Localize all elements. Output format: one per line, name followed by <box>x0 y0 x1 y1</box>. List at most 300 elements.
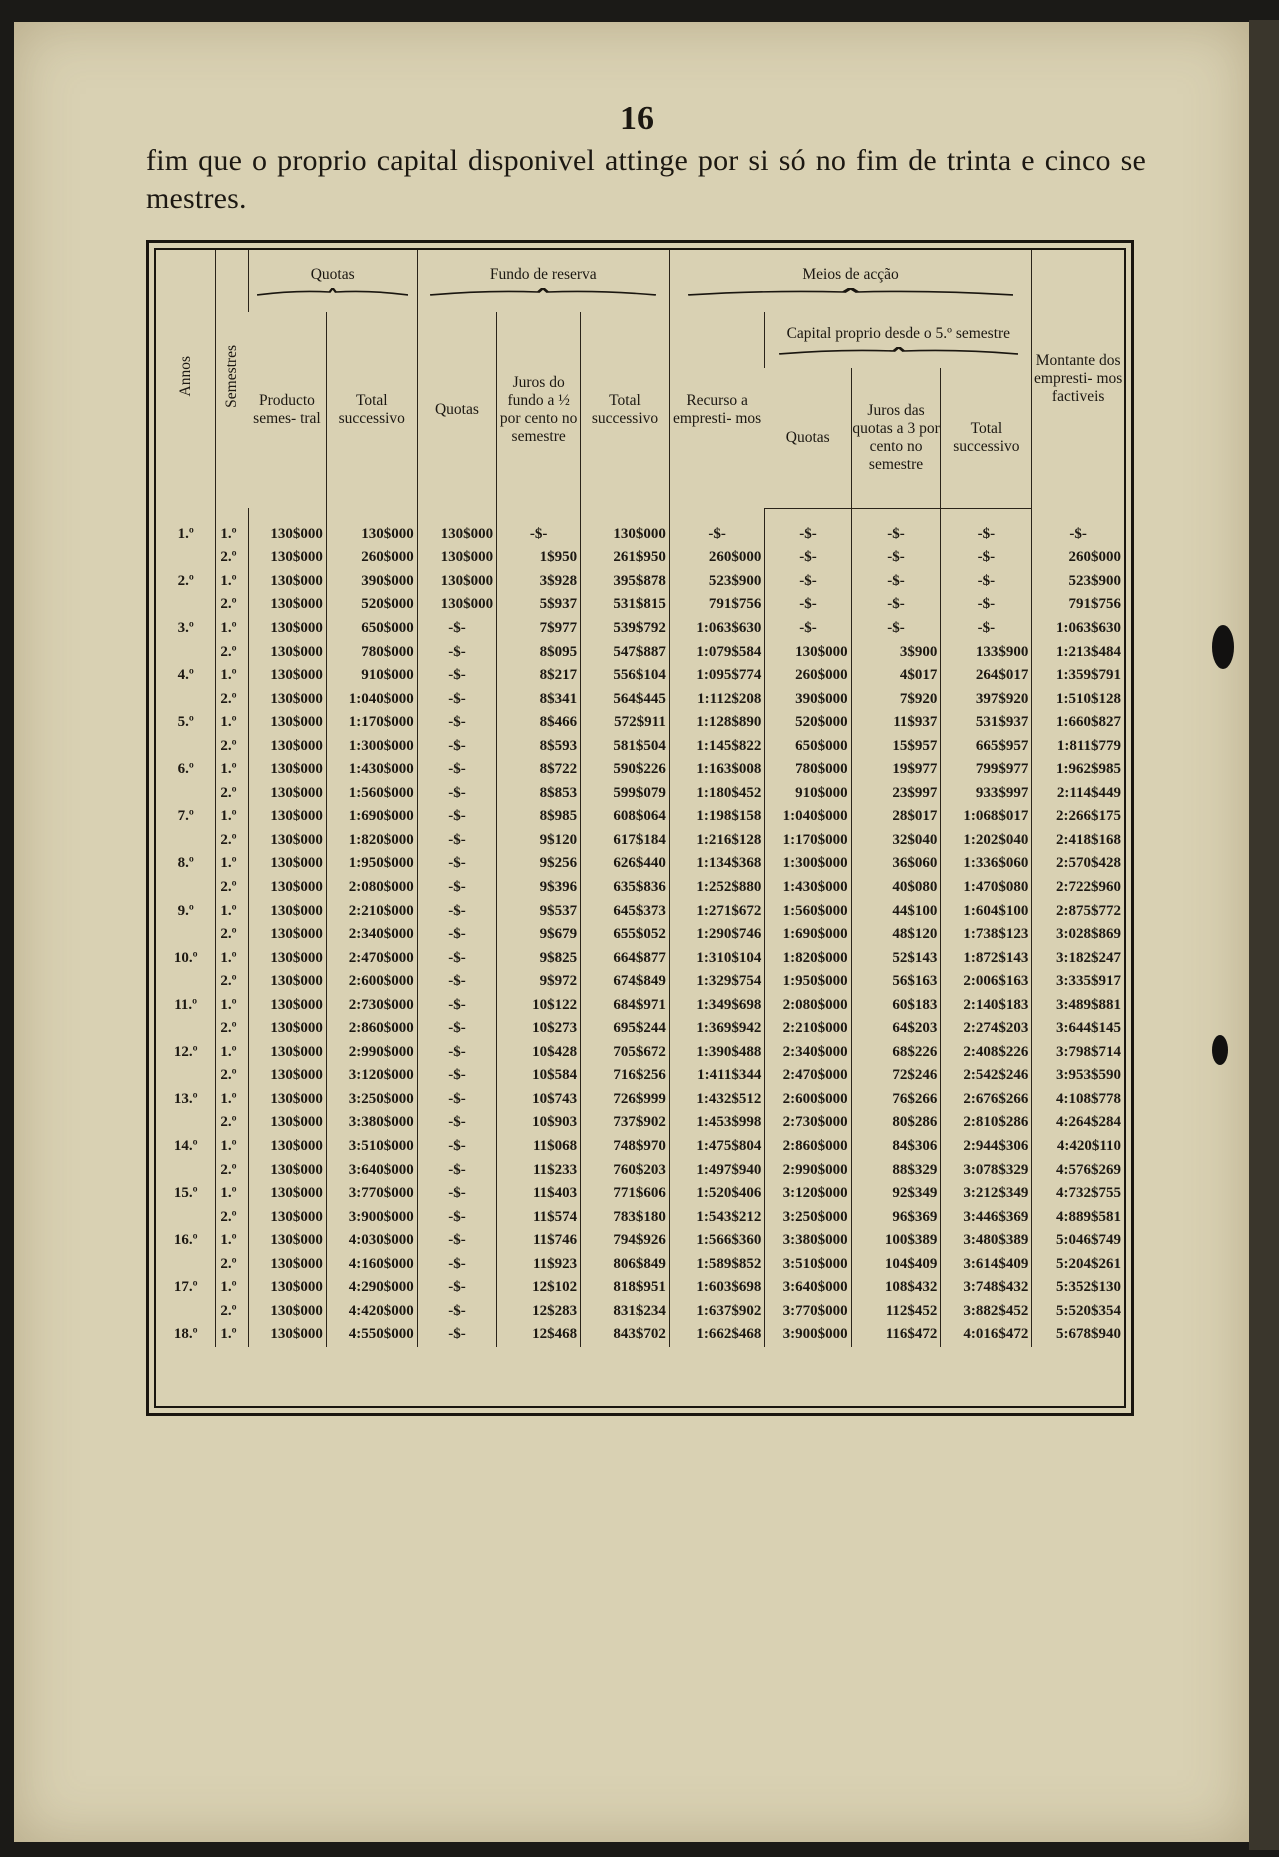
cell-rec: 260$000 <box>669 546 765 570</box>
cell-prod: 130$000 <box>248 852 326 876</box>
cell-prod: 130$000 <box>248 946 326 970</box>
cell-cj: 44$100 <box>851 899 941 923</box>
data-table-frame <box>146 240 1134 1416</box>
cell-year: 10.º <box>173 949 198 966</box>
cell-cq: 390$000 <box>765 687 851 711</box>
cell-fq: -$- <box>417 1323 496 1347</box>
table-row <box>156 711 1124 735</box>
cell-fq: -$- <box>417 617 496 641</box>
cell-prod: 130$000 <box>248 1041 326 1065</box>
table-row <box>156 1252 1124 1276</box>
cell-cj: 4$017 <box>851 664 941 688</box>
cell-fq: 130$000 <box>417 593 496 617</box>
cell-mont: 5:204$261 <box>1032 1252 1124 1276</box>
cell-ft: 783$180 <box>581 1205 670 1229</box>
cell-fj: -$- <box>497 523 581 547</box>
cell-rec: 1:603$698 <box>669 1276 765 1300</box>
cell-fj: 8$722 <box>497 758 581 782</box>
cell-rec: 1:432$512 <box>669 1088 765 1112</box>
cell-sem: 2.º <box>216 1111 248 1135</box>
cell-rec: 1:163$008 <box>669 758 765 782</box>
cell-prod: 130$000 <box>248 899 326 923</box>
cell-year <box>156 1252 216 1276</box>
cell-ct: 3:614$409 <box>941 1252 1032 1276</box>
cell-cq: 780$000 <box>765 758 851 782</box>
cell-cj: 28$017 <box>851 805 941 829</box>
cell-ct: 4:016$472 <box>941 1323 1032 1347</box>
cell-fj: 1$950 <box>497 546 581 570</box>
cell-cj: 52$143 <box>851 946 941 970</box>
cell-cj: 19$977 <box>851 758 941 782</box>
table-row <box>156 1158 1124 1182</box>
cell-prod: 130$000 <box>248 923 326 947</box>
cell-year <box>156 876 216 900</box>
cell-rec: 1:329$754 <box>669 970 765 994</box>
table-row <box>156 782 1124 806</box>
cell-cq: 130$000 <box>765 640 851 664</box>
cell-fj: 10$903 <box>497 1111 581 1135</box>
cell-prod: 130$000 <box>248 617 326 641</box>
cell-year <box>156 782 216 806</box>
cell-cq: 1:300$000 <box>765 852 851 876</box>
cell-year: 14.º <box>173 1137 198 1154</box>
cell-mont: 1:063$630 <box>1032 617 1124 641</box>
cell-fj: 11$574 <box>497 1205 581 1229</box>
cell-year <box>156 1111 216 1135</box>
cell-tot: 4:030$000 <box>326 1229 417 1253</box>
cell-mont: 4:576$269 <box>1032 1158 1124 1182</box>
table-row <box>156 899 1124 923</box>
cell-ct: 665$957 <box>941 734 1032 758</box>
cell-rec: 1:063$630 <box>669 617 765 641</box>
table-row <box>156 687 1124 711</box>
cell-mont: 1:962$985 <box>1032 758 1124 782</box>
cell-fj: 11$923 <box>497 1252 581 1276</box>
cell-fq: -$- <box>417 1182 496 1206</box>
table-row <box>156 1064 1124 1088</box>
cell-rec: 1:662$468 <box>669 1323 765 1347</box>
cell-prod: 130$000 <box>248 876 326 900</box>
cell-ct: 3:212$349 <box>941 1182 1032 1206</box>
cell-fj: 10$428 <box>497 1041 581 1065</box>
cell-prod: 130$000 <box>248 523 326 547</box>
header-annos: Annos <box>176 356 194 397</box>
cell-cq: 1:820$000 <box>765 946 851 970</box>
cell-cq: -$- <box>765 546 851 570</box>
cell-prod: 130$000 <box>248 687 326 711</box>
cell-cj: 60$183 <box>851 993 941 1017</box>
cell-year: 5.º <box>177 714 194 731</box>
cell-mont: 4:108$778 <box>1032 1088 1124 1112</box>
cell-rec: 1:198$158 <box>669 805 765 829</box>
cell-fj: 12$283 <box>497 1300 581 1324</box>
cell-mont: 3:644$145 <box>1032 1017 1124 1041</box>
cell-rec: 1:128$890 <box>669 711 765 735</box>
cell-rec: 791$756 <box>669 593 765 617</box>
table-row <box>156 852 1124 876</box>
cell-ft: 716$256 <box>581 1064 670 1088</box>
cell-ft: 547$887 <box>581 640 670 664</box>
cell-ft: 705$672 <box>581 1041 670 1065</box>
cell-fj: 9$972 <box>497 970 581 994</box>
cell-tot: 3:380$000 <box>326 1111 417 1135</box>
cell-year: 12.º <box>173 1043 198 1060</box>
cell-mont: 523$900 <box>1032 570 1124 594</box>
table-body <box>156 508 1124 1347</box>
cell-rec: 1:566$360 <box>669 1229 765 1253</box>
cell-fj: 8$593 <box>497 734 581 758</box>
cell-sem: 1.º <box>216 570 248 594</box>
cell-tot: 3:250$000 <box>326 1088 417 1112</box>
cell-ft: 572$911 <box>581 711 670 735</box>
cell-cj: 48$120 <box>851 923 941 947</box>
table-row <box>156 1205 1124 1229</box>
cell-fj: 10$122 <box>497 993 581 1017</box>
cell-year: 11.º <box>174 996 198 1013</box>
cell-sem: 1.º <box>216 993 248 1017</box>
cell-prod: 130$000 <box>248 1135 326 1159</box>
cell-tot: 2:990$000 <box>326 1041 417 1065</box>
cell-cq: 1:430$000 <box>765 876 851 900</box>
header-fundo-quotas: Quotas <box>417 312 496 508</box>
cell-tot: 2:210$000 <box>326 899 417 923</box>
cell-prod: 130$000 <box>248 1158 326 1182</box>
cell-fq: -$- <box>417 946 496 970</box>
cell-prod: 130$000 <box>248 993 326 1017</box>
cell-rec: 1:180$452 <box>669 782 765 806</box>
table-row <box>156 1229 1124 1253</box>
cell-cj: 100$389 <box>851 1229 941 1253</box>
cell-cj: 3$900 <box>851 640 941 664</box>
header-juros-quotas: Juros das quotas a 3 por cento no semestre <box>851 368 941 508</box>
cell-ct: -$- <box>941 570 1032 594</box>
header-semestres: Semestres <box>216 250 248 508</box>
table-row <box>156 876 1124 900</box>
cell-ft: 760$203 <box>581 1158 670 1182</box>
cell-cj: 96$369 <box>851 1205 941 1229</box>
cell-tot: 2:080$000 <box>326 876 417 900</box>
cell-ft: 556$104 <box>581 664 670 688</box>
table-row <box>156 640 1124 664</box>
cell-cj: 11$937 <box>851 711 941 735</box>
cell-fq: 130$000 <box>417 570 496 594</box>
cell-prod: 130$000 <box>248 546 326 570</box>
cell-ct: 933$997 <box>941 782 1032 806</box>
cell-ft: 748$970 <box>581 1135 670 1159</box>
cell-fq: -$- <box>417 687 496 711</box>
cell-year: 2.º <box>177 572 194 589</box>
cell-cj: 68$226 <box>851 1041 941 1065</box>
cell-mont: 4:889$581 <box>1032 1205 1124 1229</box>
cell-fj: 5$937 <box>497 593 581 617</box>
cell-mont: 2:114$449 <box>1032 782 1124 806</box>
cell-ct: 3:446$369 <box>941 1205 1032 1229</box>
cell-year <box>156 923 216 947</box>
cell-mont: 2:570$428 <box>1032 852 1124 876</box>
cell-fj: 10$743 <box>497 1088 581 1112</box>
cell-cq: 1:950$000 <box>765 970 851 994</box>
cell-mont: 4:264$284 <box>1032 1111 1124 1135</box>
header-meios-group: Meios de acção <box>669 250 1032 312</box>
table-row <box>156 829 1124 853</box>
cell-ct: 3:480$389 <box>941 1229 1032 1253</box>
cell-cq: 910$000 <box>765 782 851 806</box>
cell-ft: 130$000 <box>581 523 670 547</box>
cell-sem: 1.º <box>216 664 248 688</box>
cell-sem: 2.º <box>216 970 248 994</box>
cell-fj: 9$679 <box>497 923 581 947</box>
cell-year: 18.º <box>173 1326 198 1343</box>
cell-sem: 2.º <box>216 640 248 664</box>
cell-fq: 130$000 <box>417 546 496 570</box>
cell-sem: 2.º <box>216 593 248 617</box>
header-capital-quotas: Quotas <box>765 368 851 508</box>
cell-mont: 3:182$247 <box>1032 946 1124 970</box>
cell-tot: 2:340$000 <box>326 923 417 947</box>
cell-cq: 3:380$000 <box>765 1229 851 1253</box>
cell-ft: 599$079 <box>581 782 670 806</box>
cell-cj: 36$060 <box>851 852 941 876</box>
cell-tot: 260$000 <box>326 546 417 570</box>
cell-cq: -$- <box>765 617 851 641</box>
cell-fj: 10$584 <box>497 1064 581 1088</box>
cell-ct: 1:336$060 <box>941 852 1032 876</box>
table-row <box>156 1041 1124 1065</box>
cell-cq: 2:990$000 <box>765 1158 851 1182</box>
cell-mont: 5:678$940 <box>1032 1323 1124 1347</box>
header-fundo-group: Fundo de reserva <box>417 250 669 312</box>
cell-cq: -$- <box>765 523 851 547</box>
cell-cj: 40$080 <box>851 876 941 900</box>
cell-rec: 1:252$880 <box>669 876 765 900</box>
cell-tot: 1:170$000 <box>326 711 417 735</box>
cell-fj: 9$396 <box>497 876 581 900</box>
cell-ct: 2:810$286 <box>941 1111 1032 1135</box>
cell-ft: 261$950 <box>581 546 670 570</box>
cell-sem: 2.º <box>216 923 248 947</box>
cell-tot: 4:550$000 <box>326 1323 417 1347</box>
cell-prod: 130$000 <box>248 1111 326 1135</box>
cell-tot: 1:300$000 <box>326 734 417 758</box>
cell-fj: 9$120 <box>497 829 581 853</box>
cell-rec: 1:349$698 <box>669 993 765 1017</box>
cell-mont: 260$000 <box>1032 546 1124 570</box>
cell-ct: 2:408$226 <box>941 1041 1032 1065</box>
cell-cj: 64$203 <box>851 1017 941 1041</box>
cell-mont: 3:489$881 <box>1032 993 1124 1017</box>
table-row <box>156 1276 1124 1300</box>
cell-ft: 531$815 <box>581 593 670 617</box>
cell-ft: 726$999 <box>581 1088 670 1112</box>
cell-mont: 1:811$779 <box>1032 734 1124 758</box>
cell-ct: 531$937 <box>941 711 1032 735</box>
cell-rec: 1:095$774 <box>669 664 765 688</box>
cell-rec: 523$900 <box>669 570 765 594</box>
cell-cj: 80$286 <box>851 1111 941 1135</box>
cell-cq: 2:080$000 <box>765 993 851 1017</box>
cell-sem: 1.º <box>216 852 248 876</box>
cell-tot: 4:290$000 <box>326 1276 417 1300</box>
cell-fq: -$- <box>417 1252 496 1276</box>
cell-tot: 3:120$000 <box>326 1064 417 1088</box>
cell-ct: 1:470$080 <box>941 876 1032 900</box>
cell-fj: 11$233 <box>497 1158 581 1182</box>
cell-cq: 1:560$000 <box>765 899 851 923</box>
cell-rec: 1:475$804 <box>669 1135 765 1159</box>
cell-cq: 2:340$000 <box>765 1041 851 1065</box>
cell-cq: 1:040$000 <box>765 805 851 829</box>
cell-prod: 130$000 <box>248 1064 326 1088</box>
cell-year <box>156 546 216 570</box>
cell-mont: 2:722$960 <box>1032 876 1124 900</box>
cell-sem: 1.º <box>216 1323 248 1347</box>
cell-rec: 1:390$488 <box>669 1041 765 1065</box>
cell-tot: 650$000 <box>326 617 417 641</box>
cell-tot: 1:690$000 <box>326 805 417 829</box>
cell-ft: 843$702 <box>581 1323 670 1347</box>
cell-fq: -$- <box>417 1088 496 1112</box>
cell-year: 9.º <box>177 902 194 919</box>
cell-sem: 1.º <box>216 1229 248 1253</box>
cell-fq: -$- <box>417 805 496 829</box>
cell-prod: 130$000 <box>248 640 326 664</box>
cell-mont: 791$756 <box>1032 593 1124 617</box>
cell-year: 17.º <box>173 1279 198 1296</box>
cell-rec: 1:520$406 <box>669 1182 765 1206</box>
cell-fj: 12$468 <box>497 1323 581 1347</box>
cell-prod: 130$000 <box>248 1252 326 1276</box>
cell-tot: 4:160$000 <box>326 1252 417 1276</box>
cell-cj: -$- <box>851 617 941 641</box>
cell-year: 16.º <box>173 1232 198 1249</box>
cell-year <box>156 593 216 617</box>
cell-tot: 1:560$000 <box>326 782 417 806</box>
cell-sem: 2.º <box>216 734 248 758</box>
cell-ft: 684$971 <box>581 993 670 1017</box>
cell-sem: 2.º <box>216 1017 248 1041</box>
cell-sem: 1.º <box>216 805 248 829</box>
cell-ft: 664$877 <box>581 946 670 970</box>
cell-ct: 3:882$452 <box>941 1300 1032 1324</box>
cell-rec: -$- <box>669 523 765 547</box>
cell-year: 3.º <box>177 619 194 636</box>
cell-ct: -$- <box>941 617 1032 641</box>
cell-cj: 92$349 <box>851 1182 941 1206</box>
cell-year: 6.º <box>177 761 194 778</box>
cell-ft: 771$606 <box>581 1182 670 1206</box>
cell-cq: 2:600$000 <box>765 1088 851 1112</box>
cell-prod: 130$000 <box>248 1276 326 1300</box>
cell-cq: -$- <box>765 570 851 594</box>
cell-cj: 84$306 <box>851 1135 941 1159</box>
cell-fq: 130$000 <box>417 523 496 547</box>
cell-sem: 1.º <box>216 1276 248 1300</box>
cell-mont: 5:046$749 <box>1032 1229 1124 1253</box>
cell-prod: 130$000 <box>248 1229 326 1253</box>
cell-year <box>156 970 216 994</box>
cell-cq: 3:770$000 <box>765 1300 851 1324</box>
cell-sem: 1.º <box>216 1041 248 1065</box>
cell-tot: 2:860$000 <box>326 1017 417 1041</box>
cell-tot: 4:420$000 <box>326 1300 417 1324</box>
cell-mont: 5:520$354 <box>1032 1300 1124 1324</box>
cell-prod: 130$000 <box>248 734 326 758</box>
table-row <box>156 1135 1124 1159</box>
cell-rec: 1:134$368 <box>669 852 765 876</box>
cell-tot: 1:950$000 <box>326 852 417 876</box>
cell-mont: 1:213$484 <box>1032 640 1124 664</box>
cell-fj: 11$068 <box>497 1135 581 1159</box>
cell-ct: -$- <box>941 546 1032 570</box>
table-row <box>156 805 1124 829</box>
table-row <box>156 1323 1124 1347</box>
cell-ct: 2:140$183 <box>941 993 1032 1017</box>
cell-sem: 2.º <box>216 782 248 806</box>
cell-mont: 3:953$590 <box>1032 1064 1124 1088</box>
header-producto: Producto semes- tral <box>253 392 321 427</box>
cell-ct: 1:068$017 <box>941 805 1032 829</box>
cell-rec: 1:369$942 <box>669 1017 765 1041</box>
cell-mont: 3:335$917 <box>1032 970 1124 994</box>
cell-ft: 581$504 <box>581 734 670 758</box>
cell-cj: 112$452 <box>851 1300 941 1324</box>
cell-prod: 130$000 <box>248 593 326 617</box>
cell-fq: -$- <box>417 782 496 806</box>
cell-fj: 8$853 <box>497 782 581 806</box>
cell-rec: 1:271$672 <box>669 899 765 923</box>
cell-cj: 72$246 <box>851 1064 941 1088</box>
cell-ft: 794$926 <box>581 1229 670 1253</box>
cell-tot: 1:820$000 <box>326 829 417 853</box>
cell-tot: 3:900$000 <box>326 1205 417 1229</box>
cell-ct: 2:944$306 <box>941 1135 1032 1159</box>
cell-rec: 1:290$746 <box>669 923 765 947</box>
cell-rec: 1:079$584 <box>669 640 765 664</box>
cell-fq: -$- <box>417 899 496 923</box>
table-row <box>156 1017 1124 1041</box>
cell-cq: 3:900$000 <box>765 1323 851 1347</box>
cell-ft: 645$373 <box>581 899 670 923</box>
cell-ct: 2:006$163 <box>941 970 1032 994</box>
cell-fj: 10$273 <box>497 1017 581 1041</box>
cell-sem: 2.º <box>216 546 248 570</box>
cell-fj: 9$256 <box>497 852 581 876</box>
cell-tot: 3:640$000 <box>326 1158 417 1182</box>
cell-rec: 1:453$998 <box>669 1111 765 1135</box>
cell-fj: 9$537 <box>497 899 581 923</box>
cell-fj: 11$403 <box>497 1182 581 1206</box>
cell-ft: 590$226 <box>581 758 670 782</box>
cell-fq: -$- <box>417 1041 496 1065</box>
cell-sem: 2.º <box>216 1300 248 1324</box>
cell-sem: 1.º <box>216 617 248 641</box>
cell-year: 15.º <box>173 1185 198 1202</box>
cell-sem: 2.º <box>216 876 248 900</box>
cell-cq: 2:210$000 <box>765 1017 851 1041</box>
cell-cq: 3:510$000 <box>765 1252 851 1276</box>
table-row <box>156 617 1124 641</box>
cell-year: 8.º <box>177 855 194 872</box>
cell-ct: 264$017 <box>941 664 1032 688</box>
cell-ft: 831$234 <box>581 1300 670 1324</box>
cell-cj: -$- <box>851 593 941 617</box>
cell-cq: 2:860$000 <box>765 1135 851 1159</box>
cell-cj: 15$957 <box>851 734 941 758</box>
cell-fq: -$- <box>417 829 496 853</box>
cell-cq: -$- <box>765 593 851 617</box>
cell-fq: -$- <box>417 1064 496 1088</box>
cell-fj: 8$985 <box>497 805 581 829</box>
